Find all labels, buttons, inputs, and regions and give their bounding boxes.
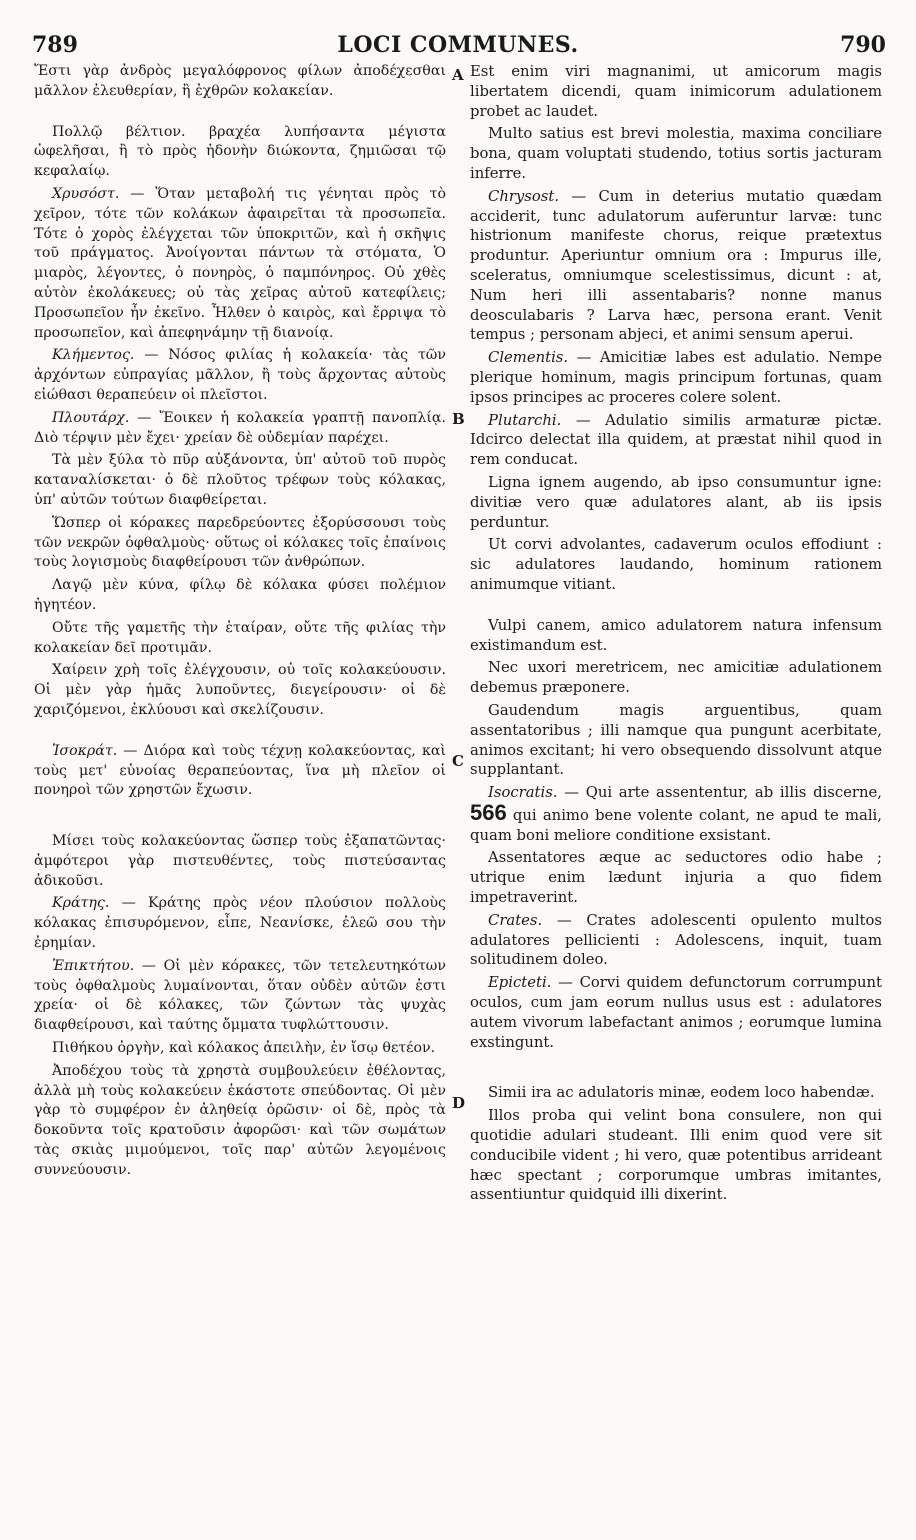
source-attribution: Isocratis.: [488, 784, 558, 802]
latin-paragraph: Epicteti. — Corvi quidem defunctorum corrumpunt oculos, cum jam eorum nullus usus est : adulatores autem vivorum labefactant animos ; eorumque lumina exstingunt.: [470, 974, 882, 1051]
latin-paragraph: Isocratis. — Qui arte assententur, ab illis discerne, 566 qui animo bene volente colant, ne apud te mali, quam boni meliore conditione exsistant.: [470, 784, 882, 844]
latin-paragraph: Ut corvi advolantes, cadaverum oculos effodiunt : sic adulatores laudando, hominum rationem animumque vitiant.: [470, 536, 882, 593]
greek-paragraph: Κράτης. — Κράτης πρὸς νέον πλούσιον πολλοὺς κόλακας ἐπισυρόμενον, εἶπε, Νεανίσκε, ἐλεῶ σου τὴν ἐρημίαν.: [34, 895, 446, 952]
source-attribution: Chrysost.: [488, 187, 560, 205]
source-attribution: Κλήμεντος.: [52, 347, 135, 364]
greek-paragraph: Χαίρειν χρὴ τοῖς ἐλέγχουσιν, οὐ τοῖς κολακεύουσιν. Οἱ μὲν γὰρ ἡμᾶς λυποῦντες, διεγείρουσιν· οἱ δὲ χαριζόμενοι, ἐκλύουσι καὶ σκελίζουσιν.: [34, 662, 446, 718]
greek-paragraph: Ὥσπερ οἱ κόρακες παρεδρεύοντες ἐξορύσσουσι τοὺς τῶν νεκρῶν ὀφθαλμοὺς· οὕτως οἱ κόλακες τοῖς ἐπαίνοις τοὺς λογισμοὺς διαφθείρουσι τῶν ἀνθρώπων.: [34, 514, 446, 571]
latin-paragraph: Nec uxori meretricem, nec amicitiæ adulationem debemus præponere.: [470, 659, 882, 697]
greek-paragraph: Μίσει τοὺς κολακεύοντας ὥσπερ τοὺς ἐξαπατῶντας· ἀμφότεροι γὰρ πιστευθέντες, τοὺς πιστεύσαντας ἀδικοῦσι.: [34, 833, 446, 889]
greek-paragraph: Κλήμεντος. — Νόσος φιλίας ἡ κολακεία· τὰς τῶν ἀρχόντων εὐπραγίας μᾶλλον, ἢ τοὺς ἄρχοντας αὐτοὺς εἰώθασι θεραπεύειν οἱ πλεῖστοι.: [34, 347, 446, 403]
source-attribution: Crates.: [488, 911, 543, 929]
latin-column: [470, 62, 882, 1208]
source-attribution: Epicteti.: [488, 974, 552, 992]
greek-paragraph: Ἐπικτήτου. — Οἱ μὲν κόρακες, τῶν τετελευτηκότων τοὺς ὀφθαλμοὺς λυμαίνονται, ὅταν οὐδὲν αὐτῶν ἐστι χρεία· οἱ δὲ κόλακες, τῶν ζώντων τὰς ψυχὰς διαφθείρουσι, καὶ ταύτης ὄμματα τυφλώττουσιν.: [34, 957, 446, 1034]
page-number-left: 789: [32, 32, 78, 58]
greek-column: [34, 62, 446, 1184]
latin-paragraph: Crates. — Crates adolescenti opulento multos adulatores pellicienti : Adolescens, inquit, tuam solitudinem doleo.: [470, 911, 882, 969]
latin-paragraph: Gaudendum magis arguentibus, quam assentatoribus ; illi namque qua pungunt acerbitate, animos excitant; hi vero obsequendo dissolvunt atque supplantant.: [470, 701, 882, 779]
source-attribution: Clementis.: [488, 349, 569, 367]
latin-paragraph: Chrysost. — Cum in deterius mutatio quædam acciderit, tunc adulatorum auferuntur larvæ: tunc histrionum manifeste chorus, reique prætextus produntur. Aperiuntur omnium ora : Impurus ille, sceleratus, omniumque scelestissimus, dicunt : at, Num heri illi assentabaris? nonne manus deosculabaris ? Larva hæc, persona erant. Venit tempus ; personam abjeci, et animi sensum aperui.: [470, 187, 882, 344]
margin-letter-a: A: [452, 66, 464, 84]
source-attribution: Ἰσοκράτ.: [52, 742, 118, 759]
latin-paragraph: Plutarchi. — Adulatio similis armaturæ pictæ. Idcirco delectat illa quidem, at præstat nihil quod in rem conducat.: [470, 411, 882, 469]
greek-paragraph: Ἔστι γὰρ ἀνδρὸς μεγαλόφρονος φίλων ἀποδέχεσθαι μᾶλλον ἐλευθερίαν, ἢ ἐχθρῶν κολακείαν.: [34, 63, 446, 99]
source-attribution: Plutarchi.: [488, 411, 562, 429]
latin-paragraph: Vulpi canem, amico adulatorem natura infensum existimandum est.: [470, 616, 882, 654]
greek-paragraph: Ἀποδέχου τοὺς τὰ χρηστὰ συμβουλεύειν ἐθέλοντας, ἀλλὰ μὴ τοὺς κολακεύειν ἑκάστοτε σπεύδοντας. Οἱ μὲν γὰρ τὸ συμφέρον ἐν ἀληθείᾳ ὁρῶσιν· οἱ δὲ, πρὸς τὰ δοκοῦντα τοῖς κρατοῦσιν ἀφορῶσι· καὶ τῶν σωμάτων τὰς σκιὰς μιμούμενοι, τοῖς παρ' αὐτῶν λεγομένοις συννεύουσιν.: [34, 1062, 446, 1178]
source-attribution: Πλουτάρχ.: [52, 409, 130, 426]
latin-paragraph: Assentatores æque ac seductores odio habe ; utrique enim lædunt injuria a quo fidem impetraverint.: [470, 849, 882, 907]
latin-paragraph: Multo satius est brevi molestia, maxima conciliare bona, quam voluptati studendo, totius sortis jacturam inferre.: [470, 125, 882, 182]
greek-paragraph: Οὔτε τῆς γαμετῆς τὴν ἑταίραν, οὔτε τῆς φιλίας τὴν κολακείαν δεῖ προτιμᾶν.: [34, 619, 446, 656]
source-attribution: Ἐπικτήτου.: [52, 957, 135, 974]
greek-paragraph: Πλουτάρχ. — Ἔοικεν ἡ κολακεία γραπτῇ πανοπλίᾳ. Διὸ τέρψιν μὲν ἔχει· χρείαν δὲ οὐδεμίαν παρέχει.: [34, 409, 446, 446]
greek-paragraph: Ἰσοκράτ. — Διόρα καὶ τοὺς τέχνῃ κολακεύοντας, καὶ τοὺς μετ' εὐνοίας θεραπεύοντας, ἵνα μὴ πλεῖον οἱ πονηροὶ τῶν χρηστῶν ἔχωσιν.: [34, 742, 446, 799]
greek-paragraph: Πολλῷ βέλτιον. βραχέα λυπήσαντα μέγιστα ὠφελῆσαι, ἢ τὸ πρὸς ἡδονὴν διώκοντα, ζημιῶσαι τῷ κεφαλαίῳ.: [34, 123, 446, 180]
greek-paragraph: Τὰ μὲν ξύλα τὸ πῦρ αὐξάνοντα, ὑπ' αὐτοῦ τοῦ πυρὸς καταναλίσκεται· ὁ δὲ πλοῦτος τρέφων τοὺς κόλακας, ὑπ' αὐτῶν τούτων διαφθείρεται.: [34, 452, 446, 508]
page-number-right: 790: [840, 32, 886, 58]
latin-paragraph: Est enim viri magnanimi, ut amicorum magis libertatem dicendi, quam inimicorum adulationem probet ac laudet.: [470, 63, 882, 120]
margin-letter-c: C: [452, 752, 464, 770]
margin-letter-b: B: [452, 410, 465, 428]
margin-letter-d: D: [452, 1094, 466, 1112]
greek-paragraph: Λαγῷ μὲν κύνα, φίλῳ δὲ κόλακα φύσει πολέμιον ἡγητέον.: [34, 577, 446, 613]
latin-paragraph: Illos proba qui velint bona consulere, non qui quotidie adulari studeant. Illi enim quod vere sit conducibile vident ; hi vero, quæ potentibus arrideant hæc spectant ; corporumque umbras imitantes, assentiuntur quidquid illi dixerint.: [470, 1107, 882, 1204]
source-attribution: Χρυσόστ.: [52, 185, 120, 202]
greek-paragraph: Πιθήκου ὀργὴν, καὶ κόλακος ἀπειλὴν, ἐν ἴσῳ θετέον.: [52, 1040, 436, 1057]
page-header: [0, 32, 916, 62]
column-number: 566: [470, 799, 507, 825]
source-attribution: Κράτης.: [52, 895, 110, 912]
greek-paragraph: Χρυσόστ. — Ὅταν μεταβολή τις γένηται πρὸς τὸ χεῖρον, τότε τῶν κολάκων ἀφαιρεῖται τὰ προσωπεῖα. Τότε ὁ χορὸς ἐλέγχεται τῶν ὑποκριτῶν, καὶ ἡ σκῆψις τοῦ πράγματος. Ἀνοίγονται πάντων τὰ στόματα, Ὁ μιαρὸς, λέγοντες, ὁ πονηρὸς, ὁ παμπόνηρος. Οὐ χθὲς αὐτὸν ἐκολάκευες; οὐ τὰς χεῖρας αὐτοῦ κατεφίλεις; Προσωπεῖον ἦν ἐκεῖνο. Ἦλθεν ὁ καιρὸς, καὶ ἔρριψα τὸ προσωπεῖον, καὶ ἀπεφηνάμην τῇ διανοίᾳ.: [34, 185, 446, 341]
running-title: LOCI COMMUNES.: [337, 32, 579, 58]
latin-paragraph: Simii ira ac adulatoris minæ, eodem loco habendæ.: [488, 1084, 875, 1102]
latin-paragraph: Clementis. — Amicitiæ labes est adulatio. Nempe plerique hominum, magis principum fortunas, quam ipsos principes ac proceres colere solent.: [470, 349, 882, 406]
latin-paragraph: Ligna ignem augendo, ab ipso consumuntur igne: divitiæ vero quæ adulatores alant, ab iis ipsis perduntur.: [470, 473, 882, 531]
